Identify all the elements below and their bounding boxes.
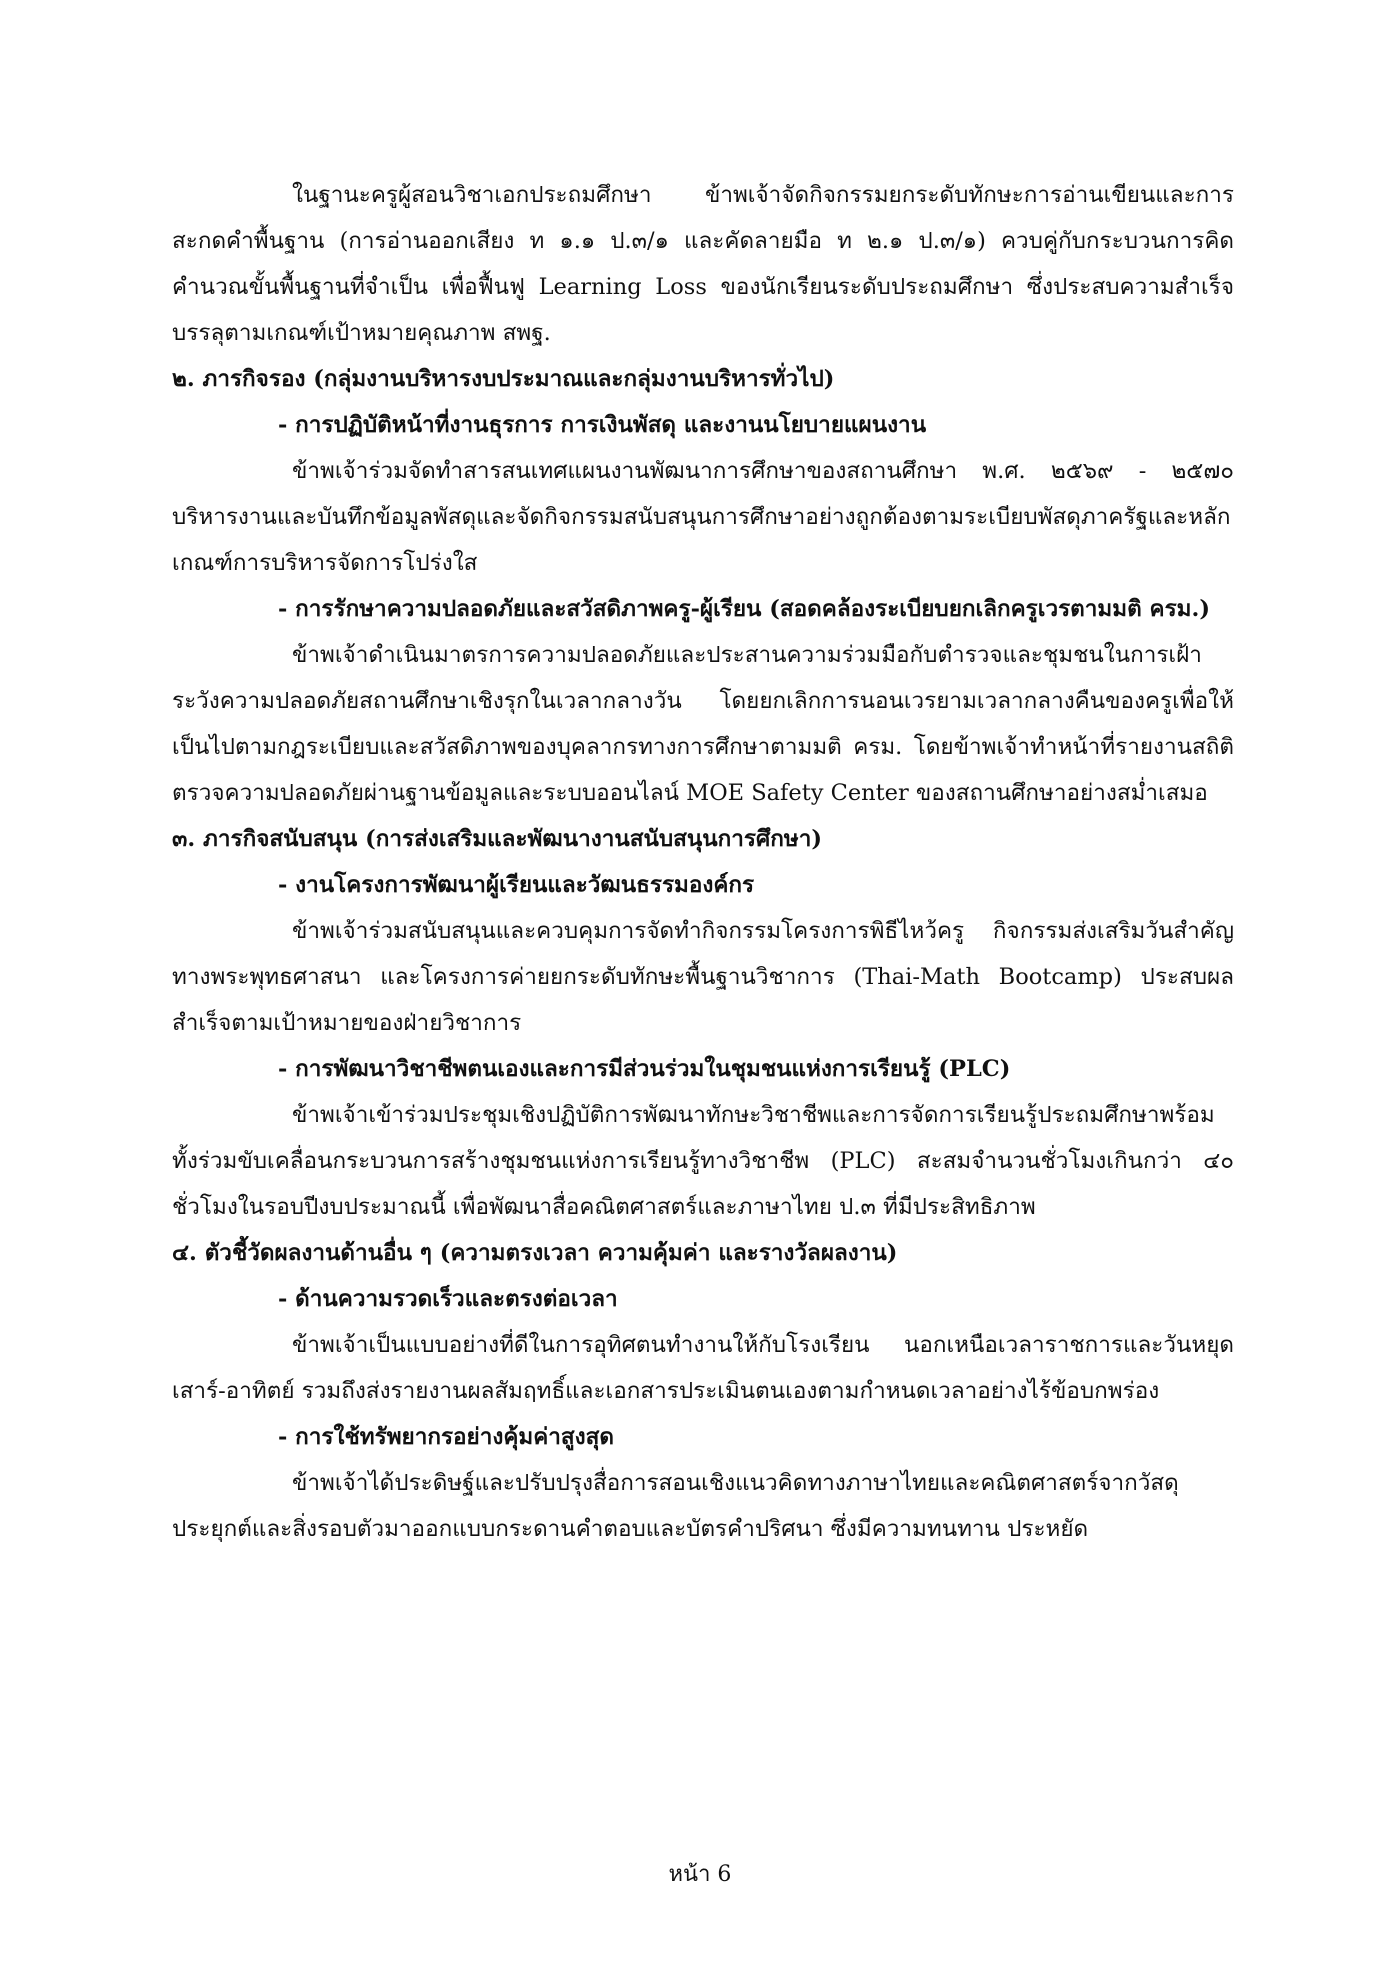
paragraph-punctuality: ข้าพเจ้าเป็นแบบอย่างที่ดีในการอุทิศตนทำงานให้กับโรงเรียน นอกเหนือเวลาราชการและวันหยุดเสาร์-อาทิตย์ รวมถึงส่งรายงานผลสัมฤทธิ์และเอกสารประเมินตนเองตามกำหนดเวลาอย่างไร้ข้อบกพร่อง xyxy=(172,1332,1234,1404)
subheading-safety: - การรักษาความปลอดภัยและสวัสดิภาพครู-ผู้เรียน (สอดคล้องระเบียบยกเลิกครูเวรตามมติ ครม.) xyxy=(278,596,1210,622)
section-heading-2: ๒. ภารกิจรอง (กลุ่มงานบริหารงบประมาณและกลุ่มงานบริหารทั่วไป) xyxy=(172,366,835,392)
section-heading-4: ๔. ตัวชี้วัดผลงานด้านอื่น ๆ (ความตรงเวลา ความคุ้มค่า และรางวัลผลงาน) xyxy=(172,1240,898,1266)
subheading-resources: - การใช้ทรัพยากรอย่างคุ้มค่าสูงสุด xyxy=(278,1424,614,1450)
subheading-plc: - การพัฒนาวิชาชีพตนเองและการมีส่วนร่วมในชุมชนแห่งการเรียนรู้ (PLC) xyxy=(278,1056,1011,1082)
paragraph-admin-finance: ข้าพเจ้าร่วมจัดทำสารสนเทศแผนงานพัฒนาการศึกษาของสถานศึกษา พ.ศ. ๒๕๖๙ - ๒๕๗๐ บริหารงานและบันทึกข้อมูลพัสดุและจัดกิจกรรมสนับสนุนการศึกษาอย่างถูกต้องตามระเบียบพัสดุภาครัฐและหลักเกณฑ์การบริหารจัดการโปร่งใส xyxy=(172,458,1234,576)
paragraph-safety: ข้าพเจ้าดำเนินมาตรการความปลอดภัยและประสานความร่วมมือกับตำรวจและชุมชนในการเฝ้าระวังความปลอดภัยสถานศึกษาเชิงรุกในเวลากลางวัน โดยยกเลิกการนอนเวรยามเวลากลางคืนของครูเพื่อให้เป็นไปตามกฎระเบียบและสวัสดิภาพของบุคลากรทางการศึกษาตามมติ ครม. โดยข้าพเจ้าทำหน้าที่รายงานสถิติตรวจความปลอดภัยผ่านฐานข้อมูลและระบบออนไลน์ MOE Safety Center ของสถานศึกษาอย่างสม่ำเสมอ xyxy=(172,642,1234,806)
subheading-punctuality: - ด้านความรวดเร็วและตรงต่อเวลา xyxy=(278,1286,618,1312)
paragraph-primary-mission-summary: ในฐานะครูผู้สอนวิชาเอกประถมศึกษา ข้าพเจ้าจัดกิจกรรมยกระดับทักษะการอ่านเขียนและการสะกดคำพื้นฐาน (การอ่านออกเสียง ท ๑.๑ ป.๓/๑ และคัดลายมือ ท ๒.๑ ป.๓/๑) ควบคู่กับกระบวนการคิดคำนวณขั้นพื้นฐานที่จำเป็น เพื่อฟื้นฟู Learning Loss ของนักเรียนระดับประถมศึกษา ซึ่งประสบความสำเร็จบรรลุตามเกณฑ์เป้าหมายคุณภาพ สพฐ. xyxy=(172,182,1234,346)
document-body xyxy=(172,172,1234,1552)
subheading-student-projects: - งานโครงการพัฒนาผู้เรียนและวัฒนธรรมองค์กร xyxy=(278,872,755,898)
paragraph-resources: ข้าพเจ้าได้ประดิษฐ์และปรับปรุงสื่อการสอนเชิงแนวคิดทางภาษาไทยและคณิตศาสตร์จากวัสดุประยุกต์และสิ่งรอบตัวมาออกแบบกระดานคำตอบและบัตรคำปริศนา ซึ่งมีความทนทาน ประหยัด xyxy=(172,1470,1179,1542)
paragraph-plc: ข้าพเจ้าเข้าร่วมประชุมเชิงปฏิบัติการพัฒนาทักษะวิชาชีพและการจัดการเรียนรู้ประถมศึกษาพร้อมทั้งร่วมขับเคลื่อนกระบวนการสร้างชุมชนแห่งการเรียนรู้ทางวิชาชีพ (PLC) สะสมจำนวนชั่วโมงเกินกว่า ๔๐ ชั่วโมงในรอบปีงบประมาณนี้ เพื่อพัฒนาสื่อคณิตศาสตร์และภาษาไทย ป.๓ ที่มีประสิทธิภาพ xyxy=(172,1102,1234,1220)
section-heading-3: ๓. ภารกิจสนับสนุน (การส่งเสริมและพัฒนางานสนับสนุนการศึกษา) xyxy=(172,826,822,852)
subheading-admin-finance: - การปฏิบัติหน้าที่งานธุรการ การเงินพัสดุ และงานนโยบายแผนงาน xyxy=(278,412,927,438)
page-number: หน้า 6 xyxy=(668,1862,732,1887)
paragraph-student-projects: ข้าพเจ้าร่วมสนับสนุนและควบคุมการจัดทำกิจกรรมโครงการพิธีไหว้ครู กิจกรรมส่งเสริมวันสำคัญทางพระพุทธศาสนา และโครงการค่ายยกระดับทักษะพื้นฐานวิชาการ (Thai-Math Bootcamp) ประสบผลสำเร็จตามเป้าหมายของฝ่ายวิชาการ xyxy=(172,918,1234,1036)
